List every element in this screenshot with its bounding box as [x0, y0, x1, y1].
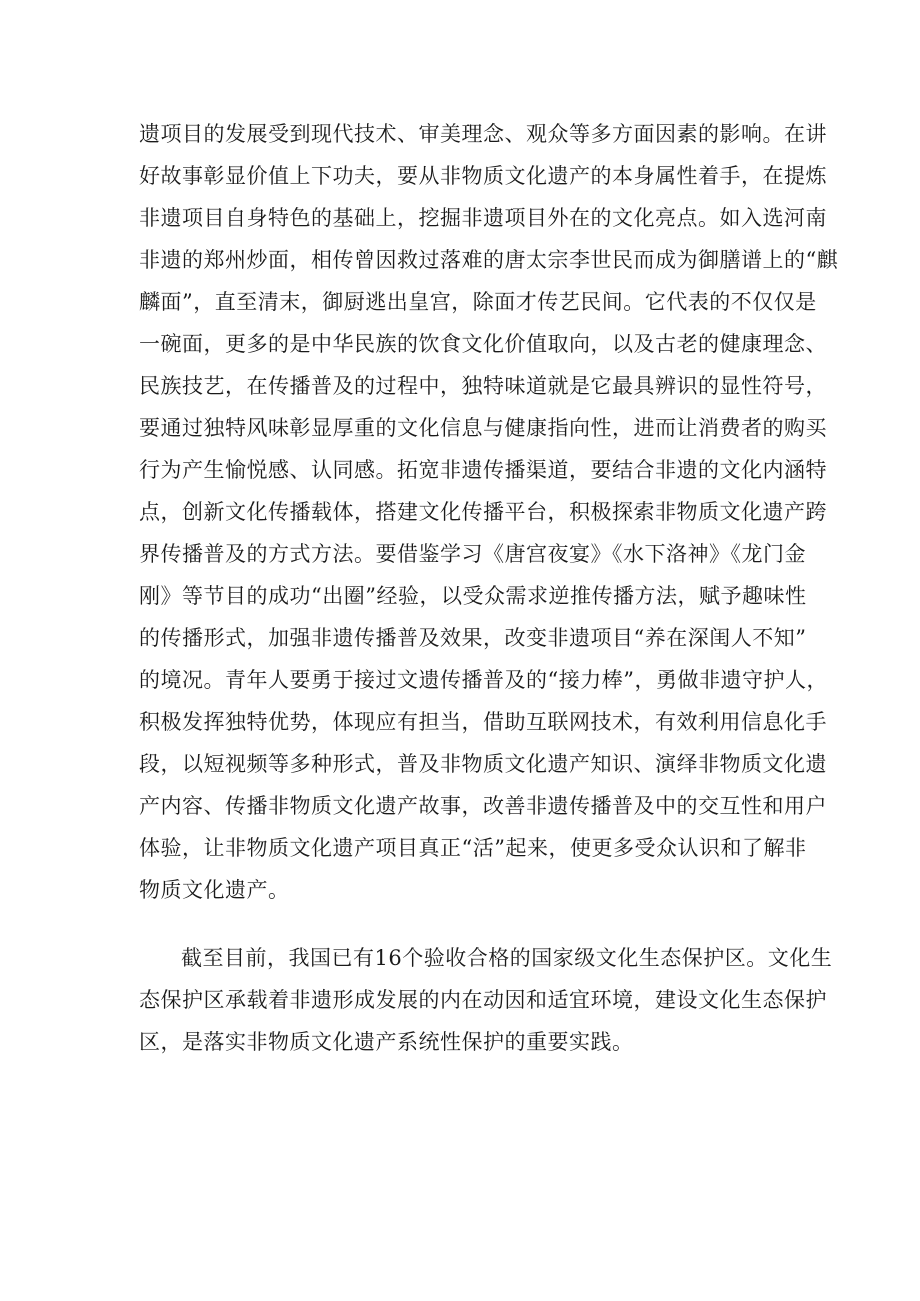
text-line: 段，以短视频等多种形式，普及非物质文化遗产知识、演绎非物质文化遗	[139, 752, 827, 776]
text-line: 物质文化遗产。	[139, 878, 290, 902]
text-line: 麟面”，直至清末，御厨逃出皇宫，除面才传艺民间。它代表的不仅仅是	[139, 290, 817, 314]
text-line: 要通过独特风味彰显厚重的文化信息与健康指向性，进而让消费者的购买	[139, 416, 827, 440]
text-line: 态保护区承载着非遗形成发展的内在动因和适宜环境，建设文化生态保护	[139, 988, 827, 1012]
text-line: 的境况。青年人要勇于接过文遗传播普及的“接力棒”，勇做非遗守护人，	[139, 668, 828, 692]
text-line: 的传播形式，加强非遗传播普及效果，改变非遗项目“养在深闺人不知”	[139, 626, 807, 650]
text-line: 点，创新文化传播载体，搭建文化传播平台，积极探索非物质文化遗产跨	[139, 500, 827, 524]
text-line: 体验，让非物质文化遗产项目真正“活”起来，使更多受众认识和了解非	[139, 836, 807, 860]
text-line: 积极发挥独特优势，体现应有担当，借助互联网技术，有效利用信息化手	[139, 710, 827, 734]
text-line: 区，是落实非物质文化遗产系统性保护的重要实践。	[139, 1030, 634, 1054]
text-line: 好故事彰显价值上下功夫，要从非物质文化遗产的本身属性着手，在提炼	[139, 164, 827, 188]
text-line: 刚》等节目的成功“出圈”经验，以受众需求逆推传播方法，赋予趣味性	[139, 584, 807, 608]
text-line: 民族技艺，在传播普及的过程中，独特味道就是它最具辨识的显性符号，	[139, 374, 827, 398]
text-line: 产内容、传播非物质文化遗产故事，改善非遗传播普及中的交互性和用户	[139, 794, 827, 818]
text-line: 界传播普及的方式方法。要借鉴学习《唐宫夜宴》《水下洛神》《龙门金	[139, 542, 806, 566]
text-line: 遗项目的发展受到现代技术、审美理念、观众等多方面因素的影响。在讲	[139, 122, 827, 146]
text-line: 非遗项目自身特色的基础上，挖掘非遗项目外在的文化亮点。如入选河南	[139, 206, 827, 230]
text-line: 非遗的郑州炒面，相传曾因救过落难的唐太宗李世民而成为御膳谱上的“麒	[139, 248, 839, 272]
text-line: 一碗面，更多的是中华民族的饮食文化价值取向，以及古老的健康理念、	[139, 332, 827, 356]
text-line: 行为产生愉悦感、认同感。拓宽非遗传播渠道，要结合非遗的文化内涵特	[139, 458, 827, 482]
text-line: 截至目前，我国已有16个验收合格的国家级文化生态保护区。文化生	[181, 946, 833, 970]
